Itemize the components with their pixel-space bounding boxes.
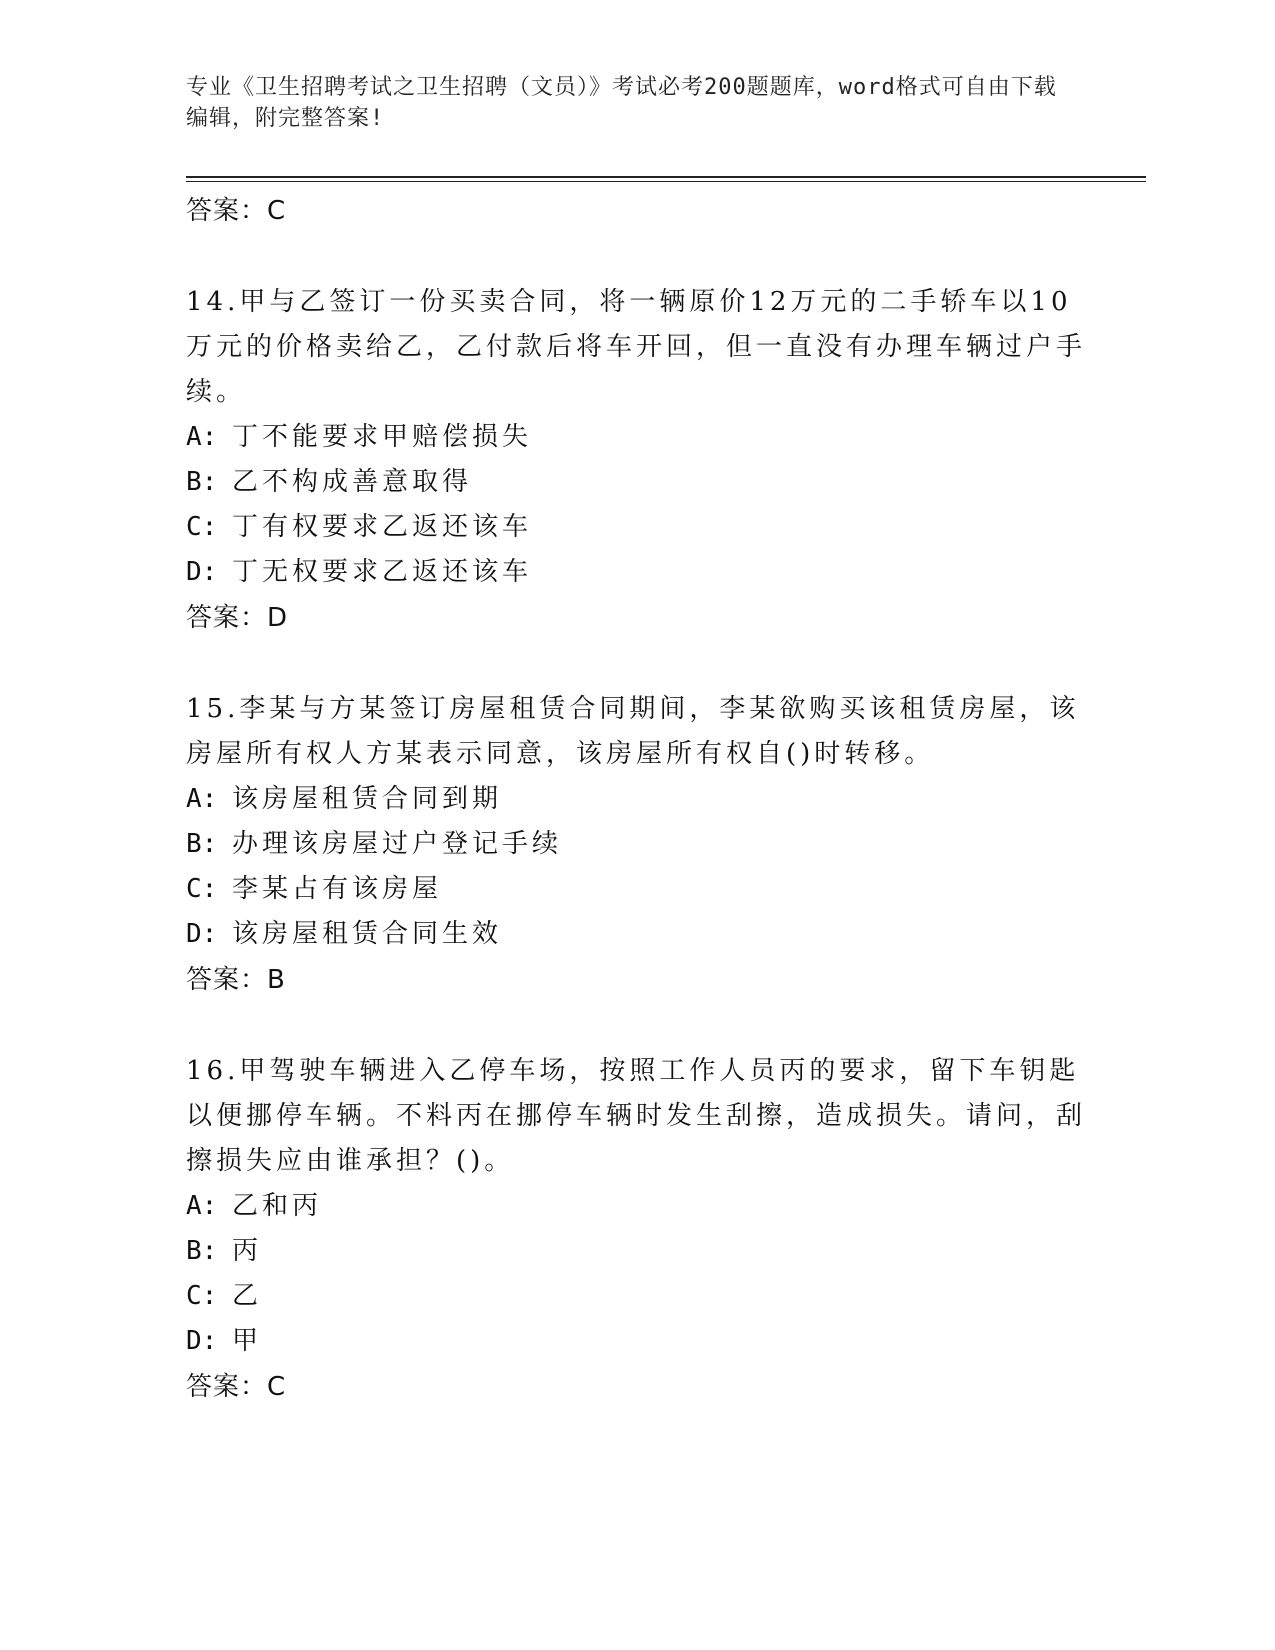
option-label: B: bbox=[186, 829, 218, 859]
option-a bbox=[186, 777, 1086, 822]
question-text: 14.甲与乙签订一份买卖合同，将一辆原价12万元的二手轿车以10万元的价格卖给乙，乙付款后将车开回，但一直没有办理车辆过户手续。 bbox=[186, 287, 1087, 407]
option-label: D: bbox=[186, 557, 218, 587]
question-text: 15.李某与方某签订房屋租赁合同期间，李某欲购买该租赁房屋，该房屋所有权人方某表示同意，该房屋所有权自()时转移。 bbox=[186, 694, 1080, 769]
answer: 答案：D bbox=[186, 603, 289, 633]
option-b bbox=[186, 1229, 1086, 1274]
option-text: 丁不能要求甲赔偿损失 bbox=[232, 422, 533, 452]
option-text: 该房屋租赁合同到期 bbox=[232, 784, 503, 814]
option-a bbox=[186, 1184, 1086, 1229]
option-label: C: bbox=[186, 512, 218, 542]
option-label: C: bbox=[186, 1281, 218, 1311]
option-text: 甲 bbox=[232, 1326, 263, 1356]
question-16 bbox=[186, 1049, 1086, 1410]
option-label: B: bbox=[186, 1236, 218, 1266]
option-text: 丁无权要求乙返还该车 bbox=[232, 557, 533, 587]
header-description: 专业《卫生招聘考试之卫生招聘（文员）》考试必考200题题库，word格式可自由下载编辑，附完整答案! bbox=[186, 75, 1057, 131]
option-text: 乙和丙 bbox=[232, 1191, 323, 1221]
option-text: 乙 bbox=[232, 1281, 263, 1311]
option-d bbox=[186, 1319, 1086, 1364]
option-label: A: bbox=[186, 784, 218, 814]
option-label: D: bbox=[186, 919, 218, 949]
option-label: B: bbox=[186, 467, 218, 497]
option-text: 李某占有该房屋 bbox=[232, 874, 443, 904]
answer: 答案：B bbox=[186, 965, 286, 995]
header-divider-thick bbox=[186, 176, 1146, 178]
question-text: 16.甲驾驶车辆进入乙停车场，按照工作人员丙的要求，留下车钥匙以便挪停车辆。不料丙在挪停车辆时发生刮擦，造成损失。请问，刮擦损失应由谁承担？()。 bbox=[186, 1056, 1087, 1176]
option-text: 丙 bbox=[232, 1236, 263, 1266]
question-15 bbox=[186, 687, 1086, 1003]
option-text: 办理该房屋过户登记手续 bbox=[232, 829, 563, 859]
option-b bbox=[186, 460, 1086, 505]
option-a bbox=[186, 415, 1086, 460]
answer: 答案：C bbox=[186, 1372, 287, 1402]
option-label: A: bbox=[186, 422, 218, 452]
option-label: A: bbox=[186, 1191, 218, 1221]
option-d bbox=[186, 912, 1086, 957]
question-14 bbox=[186, 280, 1086, 641]
previous-answer: 答案：C bbox=[186, 196, 287, 226]
option-label: C: bbox=[186, 874, 218, 904]
option-d bbox=[186, 550, 1086, 595]
option-text: 丁有权要求乙返还该车 bbox=[232, 512, 533, 542]
option-label: D: bbox=[186, 1326, 218, 1356]
option-c bbox=[186, 1274, 1086, 1319]
header-divider-thin bbox=[186, 181, 1146, 182]
question-list bbox=[186, 188, 1086, 1410]
option-c bbox=[186, 867, 1086, 912]
option-text: 该房屋租赁合同生效 bbox=[232, 919, 503, 949]
option-text: 乙不构成善意取得 bbox=[232, 467, 473, 497]
option-b bbox=[186, 822, 1086, 867]
option-c bbox=[186, 505, 1086, 550]
